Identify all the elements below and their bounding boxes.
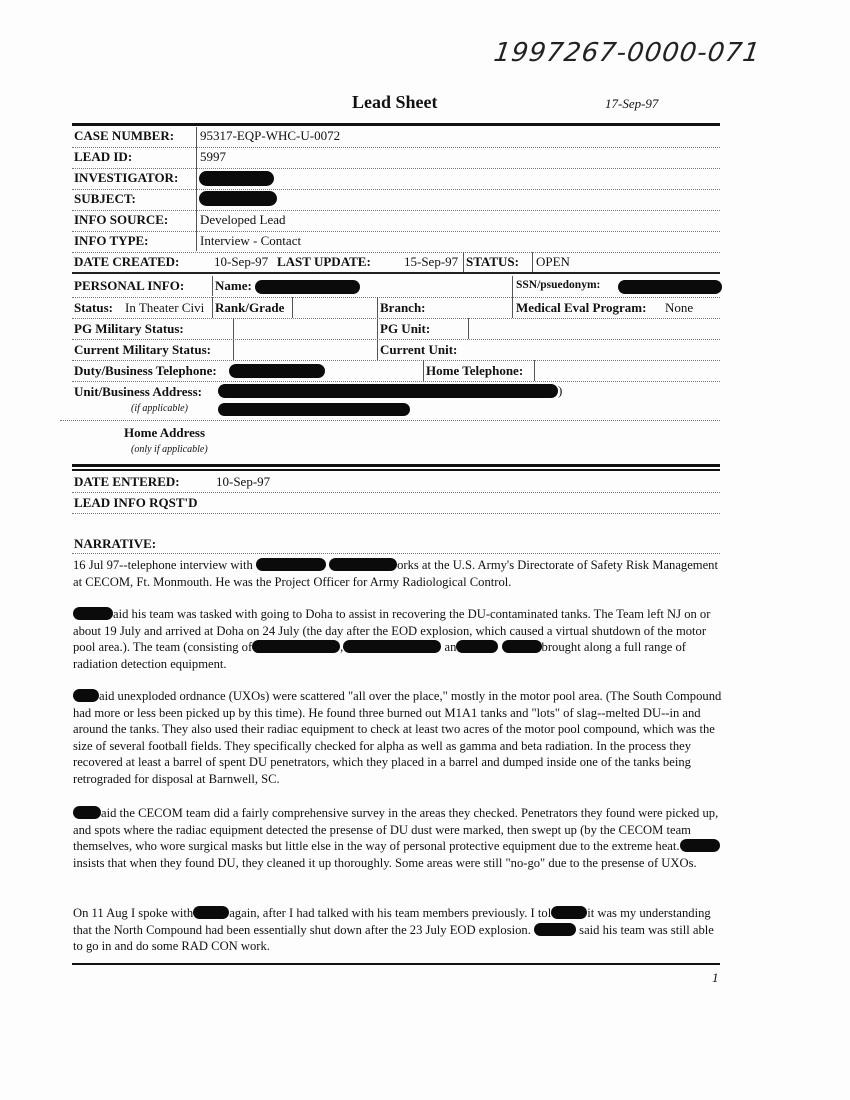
row-divider (72, 189, 720, 190)
pg-unit-label: PG Unit: (380, 321, 431, 336)
ssn-label: SSN/psuedonym: (516, 279, 601, 291)
redaction-unit-address-line2 (218, 403, 410, 416)
medical-eval-label: Medical Eval Program: (516, 300, 647, 315)
field-divider (534, 360, 535, 381)
lead-id-value: 5997 (200, 149, 226, 164)
narrative-label: NARRATIVE: (74, 536, 157, 551)
investigator-label: INVESTIGATOR: (74, 170, 179, 185)
if-applicable-note: (if applicable) (131, 403, 188, 414)
redaction-inline (73, 607, 113, 620)
narrative-text: said his team was still able to go in and do some RAD CON work. (73, 922, 714, 954)
page-title: Lead Sheet (352, 92, 438, 112)
narrative-paragraph-2 (73, 606, 723, 672)
redaction-investigator (199, 171, 274, 186)
status-label: STATUS: (466, 254, 519, 269)
redaction-inline (256, 558, 326, 571)
pg-military-status-label: PG Military Status: (74, 321, 184, 336)
narrative-paragraph-1 (73, 557, 723, 590)
personal-status-value: In Theater Civi (125, 300, 205, 315)
duty-telephone-label: Duty/Business Telephone: (74, 363, 217, 378)
info-type-value: Interview - Contact (200, 233, 302, 248)
lead-id-label: LEAD ID: (74, 149, 133, 164)
narrative-text: aid unexploded ordnance (UXOs) were scattered "all over the place," mostly in the motor pool area. (The South Compound had more or less been picked up by this time). He found three burned out M1A1 tanks and "lots" of slag--melted DU--in and around the tanks. They also used their radiac equipment to check at least two acres of the motor pool compound, which was the size of several football fields. They specifically checked for alpha as well as gamma and beta radiation. In the process they recovered at least a barrel of spent DU penetrators, which they placed in a barrel and dumped inside one of the tanks being retrograded for disposal at Barnwell, SC. (73, 689, 722, 786)
date-entered-label: DATE ENTERED: (74, 474, 180, 489)
status-value: OPEN (536, 254, 570, 269)
date-created-value: 10-Sep-97 (214, 254, 269, 269)
redaction-inline (551, 906, 587, 919)
redaction-inline (73, 689, 99, 702)
narrative-text: brought along a full range of radiation detection equipment. (73, 640, 686, 671)
unit-address-close-paren: ) (558, 383, 563, 398)
redaction-inline (502, 640, 542, 653)
bottom-rule (72, 963, 720, 965)
field-divider (468, 318, 469, 339)
row-divider (72, 513, 720, 514)
medical-eval-value: None (665, 300, 694, 315)
field-divider (212, 276, 213, 296)
row-divider (60, 420, 720, 421)
redaction-inline (329, 558, 397, 571)
narrative-text: an (444, 640, 457, 655)
row-divider (72, 360, 720, 361)
info-source-value: Developed Lead (200, 212, 286, 227)
narrative-text: On 11 Aug I spoke with (73, 906, 194, 920)
name-label: Name: (215, 278, 252, 293)
branch-label: Branch: (380, 300, 426, 315)
row-divider (72, 381, 720, 382)
last-update-label: LAST UPDATE: (277, 254, 371, 269)
field-divider (423, 360, 424, 381)
case-number-value: 95317-EQP-WHC-U-0072 (200, 128, 341, 143)
row-divider (72, 168, 720, 169)
page-number: 1 (712, 970, 719, 985)
date-created-label: DATE CREATED: (74, 254, 180, 269)
row-divider (72, 147, 720, 148)
current-unit-label: Current Unit: (380, 342, 458, 357)
handwritten-document-number: 1997267-0000-071 (491, 38, 763, 68)
row-divider (72, 492, 720, 493)
subject-label: SUBJECT: (74, 191, 136, 206)
row-divider (72, 318, 720, 319)
row-divider (72, 210, 720, 211)
personal-info-label: PERSONAL INFO: (74, 278, 185, 293)
narrative-text: , (340, 640, 344, 655)
redaction-ssn (618, 280, 722, 294)
current-military-status-label: Current Military Status: (74, 342, 211, 357)
redaction-name (255, 280, 360, 294)
redaction-subject (199, 191, 277, 206)
row-divider (72, 339, 720, 340)
field-divider (532, 252, 533, 272)
narrative-text: again, after I had talked with his team members previously. I tol (229, 906, 552, 920)
redaction-inline (343, 640, 441, 653)
last-update-value: 15-Sep-97 (404, 254, 459, 269)
row-divider (72, 553, 720, 554)
rank-grade-label: Rank/Grade (215, 300, 285, 315)
redaction-inline (680, 839, 720, 852)
redaction-duty-telephone (229, 364, 325, 378)
only-if-applicable-note: (only if applicable) (131, 444, 208, 455)
narrative-paragraph-4 (73, 805, 723, 871)
redaction-inline (252, 640, 340, 653)
field-divider (292, 297, 293, 318)
home-telephone-label: Home Telephone: (426, 363, 524, 378)
redaction-unit-address (218, 384, 558, 398)
redaction-inline (193, 906, 229, 919)
info-source-label: INFO SOURCE: (74, 212, 169, 227)
row-divider (72, 231, 720, 232)
title-date: 17-Sep-97 (605, 96, 659, 111)
section-rule-double-top (72, 464, 720, 467)
field-divider (377, 297, 378, 360)
case-number-label: CASE NUMBER: (74, 128, 175, 143)
section-rule (72, 272, 720, 274)
narrative-text: aid the CECOM team did a fairly comprehensive survey in the areas they checked. Penetrators they found were picked up, and spots where the radiac equipment detected the presense of DU dust were marked, then swept up (by the CECOM team themselves, who wore surgical masks but little else in the way of personal protective equipment due to the extreme heat. (73, 806, 719, 854)
home-address-label: Home Address (124, 425, 206, 440)
lead-info-rqstd-label: LEAD INFO RQST'D (74, 495, 198, 510)
field-divider (212, 297, 213, 318)
redaction-inline (73, 806, 101, 819)
field-divider (463, 252, 464, 272)
redaction-inline (534, 923, 576, 936)
narrative-text: insists that when they found DU, they cleaned it up thoroughly. Some areas were still "no-go" due to the presense of UXOs. (73, 855, 697, 870)
narrative-paragraph-5 (73, 905, 723, 955)
redaction-inline (456, 640, 498, 653)
narrative-paragraph-3 (73, 688, 723, 788)
row-divider (72, 297, 720, 298)
narrative-text: it was my understanding that the North Compound had been essentially shut down after the 23 July EOD explosion. (73, 906, 711, 937)
personal-status-label: Status: (74, 300, 114, 315)
unit-address-label: Unit/Business Address: (74, 384, 202, 399)
row-divider (72, 252, 720, 253)
section-rule-double-bottom (72, 469, 720, 471)
narrative-text: aid his team was tasked with going to Doha to assist in recovering the DU-contaminated tanks. The Team left NJ on or about 19 July and arrived at Doha on 24 July (the day after the EOD explosion, which caused a virtual shutdown of the motor pool area.). The team (consisting of (73, 607, 711, 655)
narrative-text: 16 Jul 97--telephone interview with (73, 558, 253, 572)
top-rule (72, 123, 720, 126)
date-entered-value: 10-Sep-97 (216, 474, 271, 489)
info-type-label: INFO TYPE: (74, 233, 149, 248)
narrative-text: orks at the U.S. Army's Directorate of Safety Risk Management at CECOM, Ft. Monmouth. He was the Project Officer for Army Radiological Control. (73, 558, 718, 589)
